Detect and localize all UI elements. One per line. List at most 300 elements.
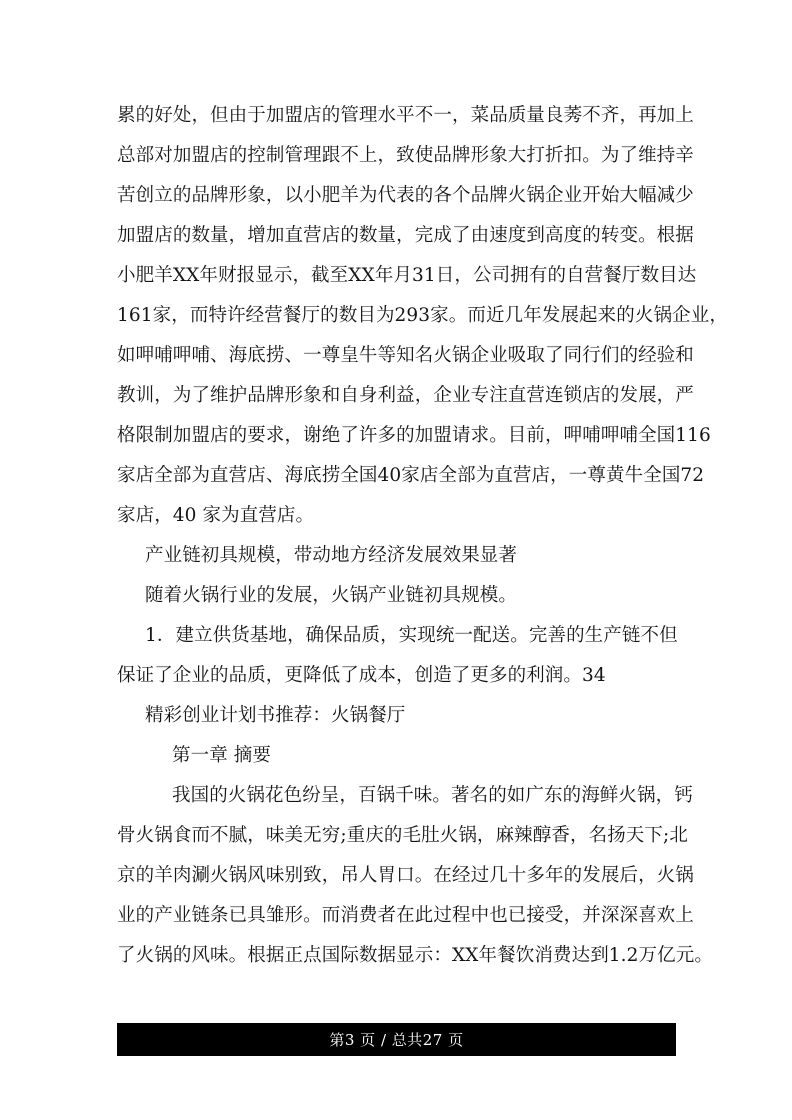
text-glyph: ， (284, 425, 304, 446)
document-text-column (117, 96, 728, 976)
text-glyph: 高 (545, 225, 564, 246)
text-glyph: 上 (675, 105, 694, 126)
text-glyph: 0 (389, 465, 402, 486)
text-glyph: 致 (303, 865, 322, 886)
text-glyph: 重 (346, 825, 366, 846)
text-glyph: 不 (340, 145, 359, 166)
text-glyph: 截 (311, 265, 330, 286)
text-glyph: 的 (414, 185, 434, 206)
text-glyph: 。 (228, 945, 248, 966)
text-glyph: 报 (236, 265, 256, 286)
text-glyph: 加 (172, 145, 192, 166)
text-glyph: 店 (135, 465, 155, 486)
text-glyph: ， (569, 825, 589, 846)
text-glyph: 2 (626, 945, 639, 966)
text-glyph: 尊 (321, 345, 341, 366)
text-glyph: 此 (414, 905, 434, 926)
text-glyph: 自 (340, 385, 359, 406)
text-glyph: 9 (406, 305, 419, 326)
text-glyph: 年 (545, 865, 564, 886)
text-glyph: 产 (154, 905, 173, 926)
text-glyph: 绝 (321, 425, 341, 446)
text-glyph: 企 (672, 305, 691, 326)
text-glyph: 理 (358, 105, 378, 126)
text-glyph: 小 (117, 265, 136, 286)
text-glyph: 雏 (265, 905, 285, 926)
text-glyph: ， (321, 865, 341, 886)
text-glyph: 量 (377, 225, 397, 246)
text-glyph: 火 (439, 825, 459, 846)
text-glyph: 的 (396, 425, 415, 446)
text-glyph: 下 (644, 825, 664, 846)
text-glyph: 元 (675, 945, 695, 966)
text-glyph: 牌 (489, 185, 508, 206)
text-glyph: 训 (135, 385, 155, 406)
text-glyph: 十 (507, 865, 527, 886)
text-glyph: 2 (692, 465, 705, 486)
text-glyph: 发 (582, 865, 601, 886)
text-glyph: 而 (467, 305, 486, 326)
text-glyph: 速 (489, 225, 508, 246)
text-line (117, 936, 713, 976)
text-glyph: 深 (600, 905, 620, 926)
text-glyph: 营 (512, 465, 532, 486)
text-glyph: 由 (228, 105, 248, 126)
text-glyph: 锅 (451, 345, 471, 366)
text-glyph: 喜 (638, 905, 657, 926)
text-glyph: 的 (320, 305, 339, 326)
text-glyph: 齐 (600, 105, 620, 126)
text-glyph: 据 (265, 945, 285, 966)
text-glyph: 一 (433, 105, 452, 126)
text-glyph: 量 (526, 105, 546, 126)
text-glyph: 消 (534, 945, 553, 966)
text-glyph: 示 (414, 945, 434, 966)
text-glyph: 格 (117, 425, 136, 446)
text-glyph: 展 (600, 865, 620, 886)
text-glyph: 牛 (358, 345, 378, 366)
text-glyph: 专 (470, 385, 490, 406)
text-glyph: 海 (284, 465, 304, 486)
text-glyph: 店 (210, 425, 229, 446)
text-glyph: 店 (210, 145, 229, 166)
text-glyph: 再 (638, 105, 657, 126)
text-glyph: 辣 (514, 825, 533, 846)
text-glyph: 企 (433, 385, 452, 406)
text-glyph: 。 (448, 305, 468, 326)
text-glyph: 小 (303, 185, 322, 206)
text-glyph: 锅 (154, 825, 173, 846)
text-glyph: 哺 (191, 345, 211, 366)
text-glyph: 的 (172, 225, 192, 246)
text-glyph: ， (265, 185, 285, 206)
text-glyph: 年 (199, 265, 218, 286)
text-glyph: 度 (563, 225, 583, 246)
text-glyph: 求 (470, 425, 490, 446)
text-glyph: 全 (154, 465, 173, 486)
text-glyph: 海 (228, 345, 248, 366)
text-glyph: ： (433, 945, 452, 966)
text-glyph: 哺 (619, 425, 639, 446)
text-glyph: 食 (172, 825, 192, 846)
text-line (117, 136, 694, 176)
text-glyph: 腻 (228, 825, 248, 846)
text-glyph: ， (550, 465, 569, 486)
text-glyph: 1 (117, 305, 129, 326)
text-glyph: 火 (507, 185, 527, 206)
text-glyph: 1 (423, 265, 436, 286)
text-glyph: 加 (172, 425, 192, 446)
text-glyph: 为 (475, 465, 495, 486)
text-glyph: 火 (135, 945, 155, 966)
text-glyph: ， (377, 145, 397, 166)
text-glyph: 全 (638, 425, 657, 446)
text-glyph: 盟 (191, 145, 211, 166)
text-glyph: 一 (568, 465, 588, 486)
text-glyph: 锅 (675, 865, 694, 886)
text-glyph: 数 (191, 225, 211, 246)
text-glyph: 捞 (265, 345, 285, 366)
text-glyph: 盟 (433, 425, 452, 446)
text-glyph: 一 (303, 345, 322, 366)
text-glyph: 大 (619, 185, 639, 206)
text-run: 随着火锅行业的发展，火锅产业链初具规模。 (145, 585, 518, 606)
text-glyph: 形 (228, 185, 248, 206)
text-glyph: 店 (321, 225, 341, 246)
text-glyph: 火 (210, 865, 229, 886)
text-glyph: 辛 (675, 145, 694, 166)
text-glyph: 人 (358, 865, 378, 886)
text-glyph: 有 (528, 265, 548, 286)
text-glyph: 的 (340, 225, 359, 246)
text-glyph: 好 (154, 105, 173, 126)
text-glyph: 餐 (282, 305, 302, 326)
text-glyph: 而 (321, 905, 341, 926)
text-glyph: 深 (619, 905, 639, 926)
text-glyph: 已 (228, 905, 248, 926)
text-glyph: 转 (600, 225, 620, 246)
text-glyph: 1 (608, 945, 621, 966)
text-glyph: 几 (489, 865, 508, 886)
text-glyph: 全 (340, 465, 359, 486)
text-glyph: 的 (228, 145, 248, 166)
text-glyph: 形 (284, 385, 304, 406)
text-glyph: 良 (545, 105, 564, 126)
text-glyph: 呷 (563, 425, 583, 446)
text-glyph: 为 (172, 385, 192, 406)
text-glyph: 和 (321, 385, 341, 406)
text-glyph: 多 (377, 425, 397, 446)
text-glyph: 亿 (657, 945, 676, 966)
text-glyph: 受 (545, 905, 564, 926)
text-glyph: 和 (675, 345, 694, 366)
text-glyph: 完 (414, 225, 434, 246)
text-glyph: 名 (414, 345, 434, 366)
text-glyph: 限 (135, 425, 155, 446)
text-glyph: 美 (284, 825, 304, 846)
text-glyph: 吸 (507, 345, 527, 366)
text-glyph: ， (451, 105, 471, 126)
text-glyph: 羊 (154, 265, 173, 286)
text-glyph: 点 (303, 945, 322, 966)
text-glyph: 店 (154, 225, 173, 246)
text-glyph: 并 (582, 905, 601, 926)
text-glyph: ， (638, 865, 657, 886)
text-glyph: 司 (491, 265, 511, 286)
text-glyph: 以 (284, 185, 304, 206)
text-glyph: 经 (451, 865, 471, 886)
text-glyph: 3 (418, 305, 431, 326)
text-glyph: 过 (470, 865, 490, 886)
text-glyph: 始 (600, 185, 620, 206)
text-glyph: 程 (451, 905, 471, 926)
text-glyph: 羊 (340, 185, 359, 206)
text-line (117, 816, 688, 856)
text-glyph: 年 (478, 945, 498, 966)
text-glyph: 目 (507, 425, 527, 446)
text-glyph: 各 (433, 185, 452, 206)
text-glyph: 而 (191, 825, 211, 846)
text-glyph: 象 (303, 385, 322, 406)
text-glyph: 国 (321, 945, 341, 966)
text-glyph: X (451, 945, 466, 966)
text-glyph: 营 (264, 305, 283, 326)
text-glyph: 数 (358, 225, 378, 246)
text-glyph: 不 (582, 105, 601, 126)
text-glyph: 厅 (301, 305, 321, 326)
text-glyph: 锅 (653, 305, 673, 326)
text-glyph: 成 (433, 225, 452, 246)
text-glyph: 象 (247, 185, 266, 206)
text-glyph: ， (247, 825, 266, 846)
text-glyph: 注 (489, 385, 508, 406)
text-glyph: 形 (470, 145, 490, 166)
text-glyph: 处 (172, 105, 192, 126)
text-glyph: 减 (656, 185, 676, 206)
text-line (117, 376, 694, 416)
text-glyph: 饮 (515, 945, 535, 966)
text-glyph: 的 (619, 345, 639, 366)
text-glyph: 大 (507, 145, 527, 166)
text-glyph: 前 (526, 425, 546, 446)
text-glyph: 的 (547, 265, 567, 286)
text-glyph: ， (191, 105, 211, 126)
text-glyph: 锅 (526, 185, 546, 206)
text-glyph: 盟 (191, 425, 211, 446)
text-glyph: 业 (690, 305, 710, 326)
text-glyph: 的 (135, 905, 155, 926)
text-glyph: 不 (414, 105, 434, 126)
text-glyph: 呷 (135, 345, 155, 366)
text-glyph: 费 (358, 905, 378, 926)
text-glyph: 盟 (135, 225, 155, 246)
text-glyph: 近 (486, 305, 505, 326)
text-glyph: 1 (687, 425, 700, 446)
text-line (117, 616, 676, 656)
text-glyph: 中 (470, 905, 490, 926)
text-glyph: 许 (358, 425, 378, 446)
text-glyph: 拥 (510, 265, 529, 286)
text-line (117, 336, 694, 376)
text-glyph: 部 (135, 145, 155, 166)
text-glyph: 幅 (638, 185, 657, 206)
text-glyph: 店 (303, 105, 322, 126)
text-line (117, 576, 676, 616)
text-glyph: 总 (117, 145, 136, 166)
text-glyph: 家 (430, 305, 449, 326)
text-glyph: 肉 (172, 865, 192, 886)
text-glyph: 到 (590, 945, 609, 966)
text-glyph: 底 (247, 345, 266, 366)
text-glyph: 牌 (210, 185, 229, 206)
text-glyph: X (465, 945, 479, 966)
text-glyph: 了 (117, 945, 136, 966)
text-glyph: 创 (135, 185, 155, 206)
text-glyph: 加 (265, 225, 285, 246)
text-glyph: 店 (419, 465, 439, 486)
text-glyph: 过 (433, 905, 452, 926)
text-glyph: 数 (358, 945, 378, 966)
text-glyph: 严 (675, 385, 694, 406)
text-glyph: 业 (489, 345, 508, 366)
text-glyph: 自 (566, 265, 585, 286)
text-glyph: 、 (265, 465, 285, 486)
text-glyph: ， (414, 385, 434, 406)
text-glyph: 黄 (605, 465, 625, 486)
text-glyph: 味 (265, 865, 285, 886)
text-glyph: 莠 (563, 105, 583, 126)
text-glyph: 益 (396, 385, 415, 406)
text-glyph: 。 (638, 225, 657, 246)
text-glyph: 风 (191, 945, 211, 966)
text-glyph: 羊 (154, 865, 173, 886)
text-glyph: 锅 (154, 945, 173, 966)
text-glyph: 累 (117, 105, 136, 126)
text-glyph: 上 (675, 905, 694, 926)
text-glyph: 无 (303, 825, 322, 846)
text-glyph: 制 (154, 425, 173, 446)
text-glyph: 消 (340, 905, 359, 926)
text-line (117, 96, 694, 136)
text-glyph: 了 (191, 385, 211, 406)
text-glyph: 象 (489, 145, 508, 166)
text-glyph: 个 (451, 185, 471, 206)
text-glyph: X (172, 265, 187, 286)
text-glyph: 起 (579, 305, 598, 326)
text-glyph: ， (154, 385, 173, 406)
text-glyph: 求 (265, 425, 285, 446)
text-glyph: 肚 (421, 825, 440, 846)
text-glyph: 口 (396, 865, 415, 886)
text-run: 第一章 摘要 (172, 745, 271, 766)
text-glyph: 后 (619, 865, 639, 886)
text-glyph: 锅 (228, 865, 248, 886)
text-glyph: 哺 (154, 345, 173, 366)
text-glyph: 营 (584, 265, 604, 286)
text-glyph: 的 (135, 105, 155, 126)
text-line (117, 856, 694, 896)
text-glyph: 行 (582, 345, 601, 366)
text-glyph: 厅 (621, 265, 641, 286)
text-glyph: 皇 (340, 345, 359, 366)
text-glyph: 醇 (532, 825, 552, 846)
text-glyph: 。 (694, 945, 713, 966)
text-glyph: 表 (396, 185, 415, 206)
text-glyph: 量 (210, 225, 229, 246)
text-glyph: 直 (494, 465, 513, 486)
text-glyph: 、 (210, 345, 229, 366)
text-glyph: 达 (571, 945, 591, 966)
text-glyph: 利 (377, 385, 397, 406)
text-glyph: 由 (470, 225, 490, 246)
text-glyph: 至 (329, 265, 349, 286)
text-glyph: 的 (563, 865, 583, 886)
text-glyph: 了 (340, 425, 359, 446)
text-run: 精彩创业计划书推荐：火锅餐厅 (145, 705, 406, 726)
text-glyph: 护 (228, 385, 248, 406)
text-glyph: 变 (619, 225, 639, 246)
text-glyph: 牌 (265, 385, 285, 406)
text-glyph: 的 (228, 425, 248, 446)
text-glyph: ， (563, 905, 583, 926)
text-glyph: 呷 (172, 345, 192, 366)
text-line (117, 176, 694, 216)
text-glyph: 的 (135, 865, 155, 886)
text-line (117, 536, 676, 576)
text-glyph: 到 (526, 225, 546, 246)
text-glyph: 验 (656, 345, 676, 366)
text-glyph: 了 (619, 145, 639, 166)
text-glyph: 年 (523, 305, 542, 326)
text-glyph: 肥 (135, 265, 155, 286)
text-glyph: 了 (545, 345, 564, 366)
text-glyph: 们 (600, 345, 620, 366)
text-glyph: 部 (172, 465, 192, 486)
text-glyph: 特 (208, 305, 228, 326)
text-glyph: 锁 (563, 385, 583, 406)
text-glyph: 维 (210, 385, 229, 406)
text-glyph: 餐 (603, 265, 622, 286)
text-glyph: 7 (680, 465, 693, 486)
text-glyph: 味 (265, 825, 285, 846)
text-line (117, 896, 694, 936)
text-glyph: 北 (669, 825, 688, 846)
text-glyph: 盟 (284, 105, 304, 126)
text-line (117, 416, 711, 456)
text-glyph: 业 (172, 905, 192, 926)
text-glyph: 尊 (587, 465, 606, 486)
text-glyph: 为 (600, 145, 620, 166)
text-glyph: 链 (191, 905, 211, 926)
text-glyph: 扬 (607, 825, 626, 846)
text-glyph: 等 (377, 345, 397, 366)
text-glyph: 呷 (600, 425, 620, 446)
text-glyph: 公 (473, 265, 492, 286)
text-glyph: 的 (383, 825, 403, 846)
text-glyph: 4 (377, 465, 390, 486)
text-glyph: 少 (675, 185, 694, 206)
text-glyph: 苦 (117, 185, 136, 206)
text-glyph: 开 (582, 185, 601, 206)
text-glyph: 的 (172, 185, 192, 206)
text-glyph: 的 (600, 385, 620, 406)
text-glyph: 店 (247, 465, 266, 486)
text-glyph: 味 (210, 945, 229, 966)
text-glyph: 。 (489, 425, 508, 446)
text-glyph: 业 (117, 905, 136, 926)
text-line (117, 216, 694, 256)
text-glyph: 根 (656, 225, 676, 246)
